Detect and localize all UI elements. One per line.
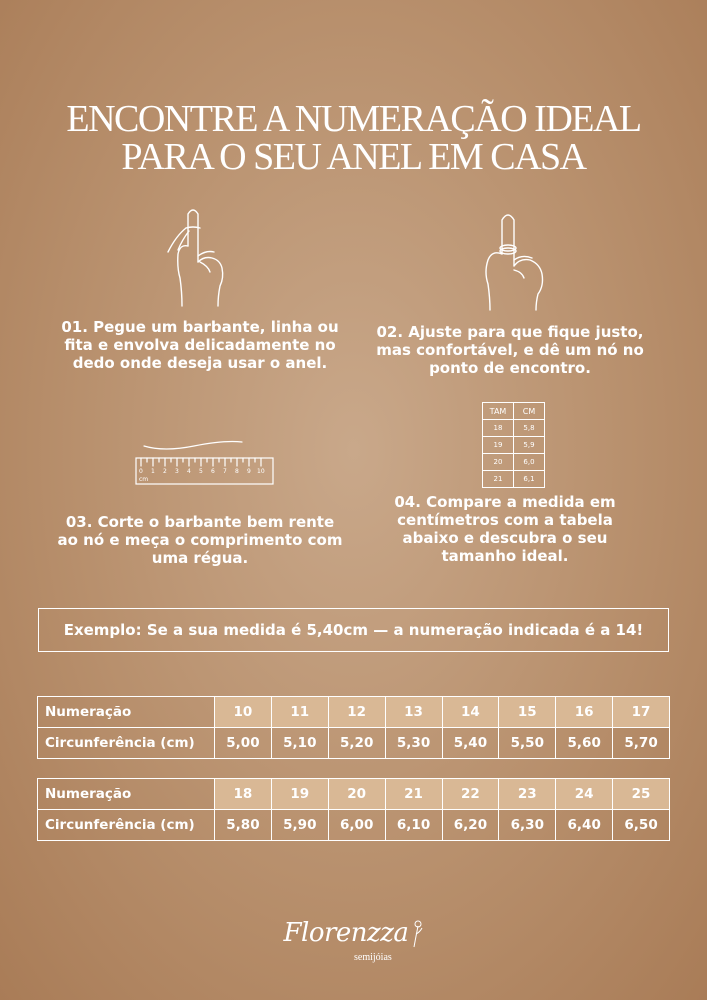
ruler-tick-6: 6 bbox=[211, 468, 215, 475]
size-cell: 25 bbox=[613, 779, 670, 810]
step-4-text: 04. Compare a medida em centímetros com a tabela abaixo e descubra o seu tamanho ideal. bbox=[394, 493, 616, 565]
row-label: Numeração bbox=[38, 779, 215, 810]
size-cell: 12 bbox=[328, 697, 385, 728]
ruler-tick-10: 10 bbox=[257, 468, 265, 475]
flower-icon bbox=[410, 918, 424, 948]
ruler-tick-5: 5 bbox=[199, 468, 203, 475]
size-cell: 18 bbox=[215, 779, 272, 810]
table-row bbox=[38, 810, 670, 841]
circumference-cell: 5,00 bbox=[215, 728, 272, 759]
size-cell: 21 bbox=[385, 779, 442, 810]
circumference-cell: 5,50 bbox=[499, 728, 556, 759]
size-cell: 11 bbox=[271, 697, 328, 728]
size-cell: 14 bbox=[442, 697, 499, 728]
brand-name: Florenzza bbox=[283, 918, 409, 948]
brand-logo bbox=[0, 918, 707, 963]
ruler-with-string-icon bbox=[134, 438, 276, 488]
circumference-cell: 6,00 bbox=[328, 810, 385, 841]
circumference-cell: 5,10 bbox=[271, 728, 328, 759]
circumference-cell: 6,10 bbox=[385, 810, 442, 841]
mini-table-header: CM bbox=[514, 403, 545, 420]
size-cell: 24 bbox=[556, 779, 613, 810]
mini-table-cell: 18 bbox=[483, 420, 514, 437]
row-label: Numeração bbox=[38, 697, 215, 728]
circumference-cell: 6,30 bbox=[499, 810, 556, 841]
table-row bbox=[38, 779, 670, 810]
example-text: Exemplo: Se a sua medida é 5,40cm — a numeração indicada é a 14! bbox=[63, 621, 644, 639]
circumference-cell: 5,70 bbox=[613, 728, 670, 759]
size-cell: 17 bbox=[613, 697, 670, 728]
page-title-line-1: ENCONTRE A NUMERAÇÃO IDEAL bbox=[66, 98, 641, 140]
ruler-tick-1: 1 bbox=[151, 468, 155, 475]
mini-table-cell: 20 bbox=[483, 454, 514, 471]
ruler-tick-2: 2 bbox=[163, 468, 167, 475]
size-cell: 16 bbox=[556, 697, 613, 728]
finger-with-ring-icon bbox=[478, 210, 552, 314]
ruler-tick-3: 3 bbox=[175, 468, 179, 475]
ruler-tick-8: 8 bbox=[235, 468, 239, 475]
mini-table-cell: 5,9 bbox=[514, 437, 545, 454]
row-label: Circunferência (cm) bbox=[38, 810, 215, 841]
circumference-cell: 6,40 bbox=[556, 810, 613, 841]
example-box bbox=[38, 608, 669, 652]
size-table-1 bbox=[37, 696, 670, 759]
brand-tagline: semijóias bbox=[354, 952, 392, 963]
mini-table-cell: 19 bbox=[483, 437, 514, 454]
step-3-text: 03. Corte o barbante bem rente ao nó e meça o comprimento com uma régua. bbox=[57, 513, 343, 567]
page-title-line-2: PARA O SEU ANEL EM CASA bbox=[121, 136, 586, 178]
table-row bbox=[38, 728, 670, 759]
step-1-text: 01. Pegue um barbante, linha ou fita e envolva delicadamente no dedo onde deseja usar o anel. bbox=[61, 318, 339, 372]
circumference-cell: 5,30 bbox=[385, 728, 442, 759]
table-row bbox=[38, 697, 670, 728]
circumference-cell: 6,20 bbox=[442, 810, 499, 841]
mini-table-header: TAM bbox=[483, 403, 514, 420]
mini-table-cell: 21 bbox=[483, 471, 514, 488]
size-cell: 19 bbox=[271, 779, 328, 810]
finger-with-string-icon bbox=[160, 206, 240, 310]
step-2-text: 02. Ajuste para que fique justo, mas confortável, e dê um nó no ponto de encontro. bbox=[376, 323, 644, 377]
size-table-2 bbox=[37, 778, 670, 841]
mini-table-cell: 5,8 bbox=[514, 420, 545, 437]
size-cell: 22 bbox=[442, 779, 499, 810]
mini-table-cell: 6,1 bbox=[514, 471, 545, 488]
size-table-icon bbox=[482, 402, 545, 488]
ruler-unit: cm bbox=[139, 476, 149, 483]
size-cell: 20 bbox=[328, 779, 385, 810]
circumference-cell: 5,90 bbox=[271, 810, 328, 841]
ruler-tick-7: 7 bbox=[223, 468, 227, 475]
ruler-tick-0: 0 bbox=[139, 468, 143, 475]
circumference-cell: 5,40 bbox=[442, 728, 499, 759]
circumference-cell: 5,60 bbox=[556, 728, 613, 759]
size-cell: 23 bbox=[499, 779, 556, 810]
circumference-cell: 5,80 bbox=[215, 810, 272, 841]
circumference-cell: 5,20 bbox=[328, 728, 385, 759]
row-label: Circunferência (cm) bbox=[38, 728, 215, 759]
size-cell: 13 bbox=[385, 697, 442, 728]
circumference-cell: 6,50 bbox=[613, 810, 670, 841]
size-cell: 10 bbox=[215, 697, 272, 728]
ruler-tick-9: 9 bbox=[247, 468, 251, 475]
size-cell: 15 bbox=[499, 697, 556, 728]
ruler-tick-4: 4 bbox=[187, 468, 191, 475]
mini-table-cell: 6,0 bbox=[514, 454, 545, 471]
